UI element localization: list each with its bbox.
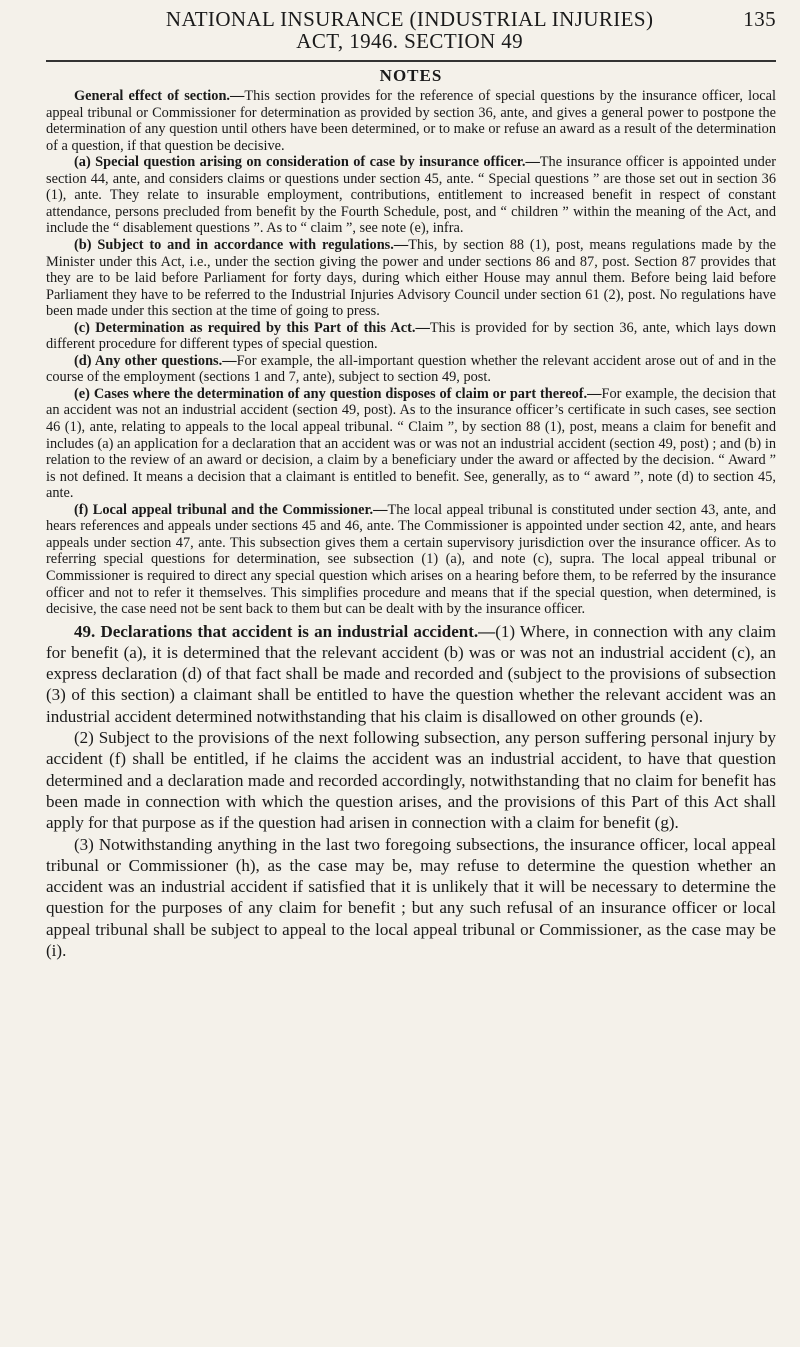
note-body: For example, the decision that an accident was not an industrial accident (section 49, post). As to the insurance officer’s certificate in such cases, see section 46 (1), ante, relating to appeals to the local appeal tribunal. “ Claim ”, by section 88 (1), post, means a claim for benefit and includes (a) an application for a declaration that an accident was or was not an industrial accident (section 49, post) ; and (b) in relation to the review of an award or decision, a claim by a beneficiary under the award or affected by the decision. “ Award ” is not defined. It means a decision that a claimant is entitled to benefit. See, generally, as to “ award ”, note (d) to section 45, ante. (46, 385, 777, 502)
note-paragraph (46, 502, 776, 618)
note-paragraph (46, 353, 776, 386)
note-heading: (f) Local appeal tribunal and the Commissioner.— (74, 501, 388, 518)
note-paragraph (46, 88, 776, 154)
notes-heading: NOTES (379, 66, 443, 86)
section-paragraph (46, 727, 776, 833)
note-heading: (c) Determination as required by this Part of this Act.— (74, 319, 430, 336)
section-body: (1) Where, in connection with any claim for benefit (a), it is determined that the relevant accident (b) was or was not an industrial accident (c), an express declaration (d) of that fact shall be made and recorded and (subject to the provisions of subsection (3) of this section) a claimant shall be entitled to have the question whether the relevant accident was an industrial accident determined notwithstanding that his claim is disallowed on other grounds (e). (46, 621, 777, 726)
notes-block (46, 88, 776, 618)
running-head-subtitle: ACT, 1946. SECTION 49 (296, 29, 524, 54)
section-body: (3) Notwithstanding anything in the last two foregoing subsections, the insurance officer, local appeal tribunal or Commissioner (h), as the case may be, may refuse to determine the question whether an accident was an industrial accident if satisfied that it is unlikely that it will be necessary to determine the question for the purposes of any claim for benefit ; but any such refusal of an insurance officer or local appeal tribunal shall be subject to appeal to the local appeal tribunal or Commissioner, as the case may be (i). (46, 834, 776, 961)
header-rule (46, 60, 776, 62)
section-paragraph (46, 834, 776, 962)
note-body: This is provided for by section 36, ante, which lays down different procedure for different types of special question. (46, 319, 776, 353)
note-body: This section provides for the reference of special questions by the insurance officer, local appeal tribunal or Commissioner for determination as provided by section 36, ante, and gives a general power to postpone the determination of any question until others have been determined, or to make or refuse an award as a result of the determination of a question, if that question be decisive. (46, 88, 776, 154)
running-head-title: NATIONAL INSURANCE (INDUSTRIAL INJURIES) (165, 7, 654, 31)
note-paragraph (46, 154, 776, 237)
section-heading: 49. Declarations that accident is an industrial accident.— (74, 621, 496, 641)
note-body: This, by section 88 (1), post, means regulations made by the Minister under this Act, i.e., under the section giving the power and under sections 86 and 87, post. Section 87 provides that they are to be laid before Parliament for forty days, during which either House may annul them. Before being laid before Parliament they have to be referred to the Industrial Injuries Advisory Council under section 61 (2), post. No regulations have been made under this section at the time of going to press. (46, 237, 776, 320)
note-heading: (a) Special question arising on consideration of case by insurance officer.— (74, 154, 540, 171)
note-heading: (d) Any other questions.— (74, 352, 237, 369)
note-paragraph (46, 386, 776, 502)
note-body: The local appeal tribunal is constituted under section 43, ante, and hears references and appeals under sections 45 and 46, ante. The Commissioner is appointed under section 42, ante, and hears appeals under section 47, ante. This subsection gives them a certain supervisory jurisdiction over the insurance officer. As to referring special questions for determination, see subsection (1) (a), and note (c), supra. The local appeal tribunal or Commissioner is required to direct any special question which arises on a hearing before them, to be referred by the insurance officer and not to refer it themselves. This simplifies procedure and means that if the special question, when determined, is decisive, the case need not be sent back to them but can be dealt with by the insurance officer. (46, 501, 777, 618)
note-paragraph (46, 237, 776, 320)
note-heading: (e) Cases where the determination of any question disposes of claim or part thereof.— (74, 385, 602, 402)
note-paragraph (46, 320, 776, 353)
note-body: For example, the all-important question whether the relevant accident arose out of and in the course of the employment (sections 1 and 7, ante), subject to section 49, post. (46, 352, 777, 386)
note-body: The insurance officer is appointed under section 44, ante, and considers claims or questions under section 45, ante. “ Special questions ” are those set out in section 36 (1), ante. They relate to insurable employment, contributions, entitlement to increased benefit in respect of constant attendance, persons precluded from benefit by the Fourth Schedule, post, and “ children ” within the meaning of the Act, and include the “ disablement questions ”. As to “ claim ”, see note (e), infra. (46, 154, 776, 237)
note-heading: (b) Subject to and in accordance with regulations.— (74, 237, 409, 254)
running-head (46, 8, 776, 52)
section-paragraph (46, 621, 776, 727)
section-body: (2) Subject to the provisions of the next following subsection, any person suffering personal injury by accident (f) shall be entitled, if he claims the accident was an industrial accident, to have that question determined and a declaration made and recorded accordingly, notwithstanding that no claim for benefit has been made in connection with which the question arises, and the provisions of this Part of this Act shall apply for that purpose as if the question had arisen in connection with a claim for benefit (g). (46, 728, 776, 833)
running-head-title-block (46, 8, 743, 52)
note-heading: General effect of section.— (74, 88, 245, 105)
page-number: 135 (743, 7, 776, 31)
section-49-text (46, 621, 776, 962)
